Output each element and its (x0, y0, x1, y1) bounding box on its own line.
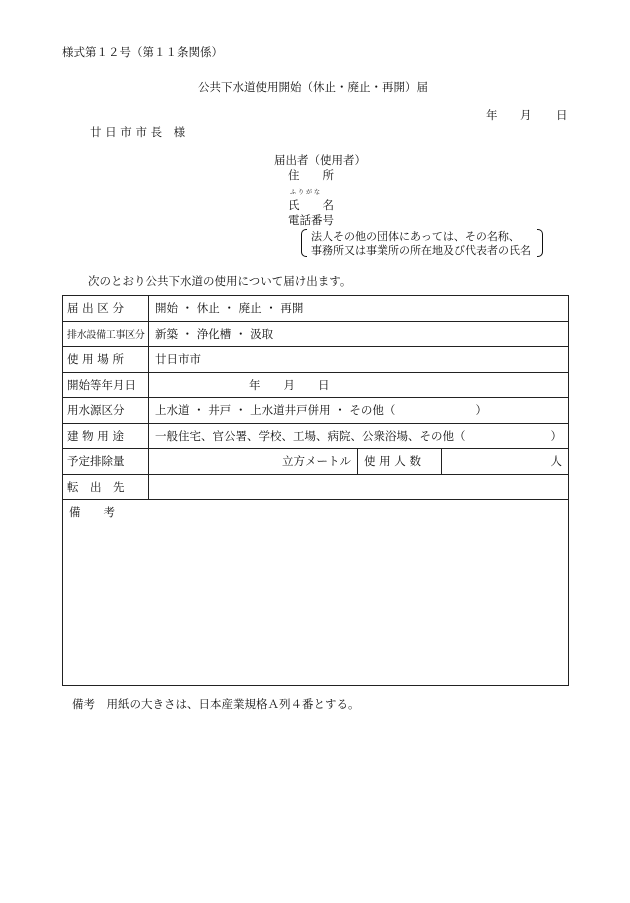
addressee: 廿 日 市 市 長 様 (90, 125, 186, 139)
furigana-label: ふりがな (290, 189, 323, 196)
application-table (62, 295, 569, 686)
location-value: 廿日市市 (149, 347, 569, 373)
corporate-note-line1: 法人その他の団体にあっては、その名称、 (311, 230, 520, 243)
drain-volume-label: 予定排除量 (63, 449, 149, 475)
building-use-cell (149, 423, 569, 449)
date-year: 年 (486, 108, 498, 122)
footnote: 備考 用紙の大きさは、日本産業規格Ａ列４番とする。 (72, 697, 360, 711)
notify-type-label: 届 出 区 分 (63, 296, 149, 322)
date-day: 日 (556, 108, 568, 122)
drain-work-label: 排水設備工事区分 (63, 321, 149, 347)
users-unit: 人 (442, 449, 569, 475)
row-water-source (63, 398, 569, 424)
intro-text: 次のとおり公共下水道の使用について届け出ます。 (88, 274, 352, 288)
address-label: 住 所 (288, 168, 334, 182)
water-source-label: 用水源区分 (63, 398, 149, 424)
building-use-close: ） (550, 428, 562, 443)
move-to-label: 転 出 先 (63, 474, 149, 500)
form-title: 公共下水道使用開始（休止・廃止・再開）届 (198, 80, 428, 94)
notify-type-value: 開始 ・ 休止 ・ 廃止 ・ 再開 (149, 296, 569, 322)
users-label: 使 用 人 数 (358, 449, 442, 475)
building-use-label: 建 物 用 途 (63, 423, 149, 449)
row-drain-volume (63, 449, 569, 475)
remarks-cell (63, 500, 569, 686)
row-building-use (63, 423, 569, 449)
start-date-value: 年 月 日 (149, 372, 569, 398)
date-month: 月 (520, 108, 532, 122)
move-to-value (149, 474, 569, 500)
drain-work-value: 新築 ・ 浄化槽 ・ 汲取 (149, 321, 569, 347)
phone-label: 電話番号 (288, 213, 334, 227)
row-move-to (63, 474, 569, 500)
row-location (63, 347, 569, 373)
location-label: 使 用 場 所 (63, 347, 149, 373)
corporate-note-line2: 事務所又は事業所の所在地及び代表者の氏名 (311, 244, 531, 257)
applicant-heading: 届出者（使用者） (274, 153, 366, 167)
start-date-label: 開始等年月日 (63, 372, 149, 398)
row-start-date (63, 372, 569, 398)
row-drain-work (63, 321, 569, 347)
building-use-value: 一般住宅、官公署、学校、工場、病院、公衆浴場、その他（ (155, 428, 466, 443)
name-label: 氏 名 (288, 198, 334, 212)
row-remarks (63, 500, 569, 686)
water-source-value: 上水道 ・ 井戸 ・ 上水道井戸併用 ・ その他（ (155, 403, 396, 418)
row-notify-type (63, 296, 569, 322)
water-source-close: ） (475, 403, 487, 418)
form-number: 様式第１２号（第１１条関係） (62, 45, 223, 59)
water-source-cell (149, 398, 569, 424)
drain-volume-unit: 立方メートル (149, 449, 358, 475)
remarks-label: 備 考 (69, 505, 115, 519)
